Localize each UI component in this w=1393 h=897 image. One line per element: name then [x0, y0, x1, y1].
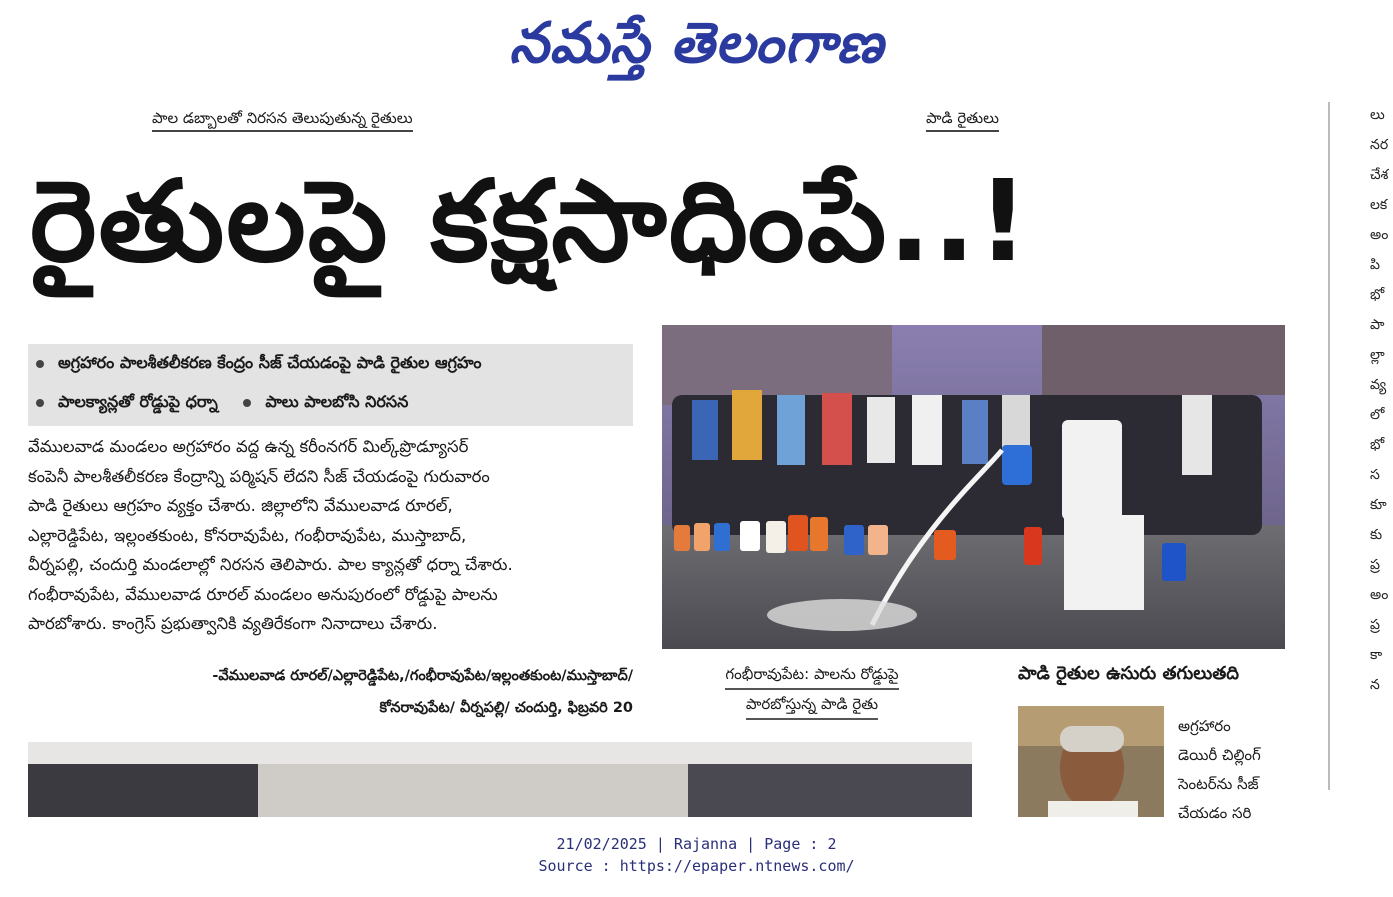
adjacent-column-fragment: భో — [1370, 437, 1385, 453]
footer-source: Source : https://epaper.ntnews.com/ — [538, 857, 855, 875]
protest-photo-illustration — [662, 325, 1285, 649]
footer-date-edition: 21/02/2025 | Rajanna | Page : 2 — [556, 835, 837, 853]
body-line: వీర్నపల్లి, చందుర్తి మండలాల్లో నిరసన తెలిపారు. పాల క్యాన్లతో ధర్నా చేశారు. — [28, 555, 513, 574]
caption-line: పారబోస్తున్న పాడి రైతు — [746, 690, 878, 720]
sidebar-text-line: సెంటర్‌ను సీజ్ — [1178, 775, 1259, 793]
adjacent-column-fragment: కా — [1370, 647, 1383, 663]
adjacent-column-fragment: ప్ర — [1370, 557, 1380, 573]
highlights-box — [28, 344, 633, 426]
body-line: పారబోశారు. కాంగ్రెస్ ప్రభుత్వానికి వ్యతిరేకంగా నినాదాలు చేశారు. — [28, 614, 438, 633]
page-footer — [0, 833, 1393, 877]
body-line: ఎల్లారెడ్డిపేట, ఇల్లంతకుంట, కోనరావుపేట, గంభీరావుపేట, ముస్తాబాద్, — [28, 525, 467, 545]
adjacent-column-fragment: పి — [1370, 257, 1380, 273]
adjacent-column-fragment: న — [1370, 677, 1380, 693]
adjacent-column-fragment: చేశ — [1370, 167, 1389, 183]
bullet-icon — [36, 399, 44, 407]
byline-line: -వేములవాడ రూరల్/ఎల్లారెడ్డిపేట,/గంభీరావుపేట/ఇల్లంతకుంట/ముస్తాబాద్/ — [212, 668, 633, 684]
headline: రైతులపై కక్షసాధింపే..! — [30, 157, 1031, 287]
adjacent-column-fragment: లు — [1370, 107, 1385, 123]
bottom-photo — [28, 742, 972, 817]
body-line: కంపెనీ పాలశీతలీకరణ కేంద్రాన్ని పర్మిషన్ లేదని సీజ్ చేయడంపై గురువారం — [28, 466, 490, 486]
sidebar-text-line: డెయిరీ చిల్లింగ్ — [1178, 746, 1261, 764]
adjacent-column-fragment: అం — [1370, 587, 1389, 603]
adjacent-column-fragment: లక — [1370, 197, 1388, 213]
highlight-item: అగ్రహారం పాలశీతలీకరణ కేంద్రం సీజ్ చేయడంపై పాడి రైతుల ఆగ్రహం — [36, 353, 481, 376]
adjacent-column-fragment: లో — [1370, 407, 1385, 423]
sidebar-text-line: అగ్రహారం — [1178, 717, 1231, 735]
bullet-icon — [243, 399, 251, 407]
caption-line: గంభీరావుపేట: పాలను రోడ్డుపై — [725, 660, 898, 690]
byline-line: కోనరావుపేట/ వీర్నపల్లి/ చందుర్తి, ఫిబ్రవరి 20 — [379, 700, 633, 716]
portrait-illustration — [1018, 706, 1164, 817]
adjacent-column-fragment: ల్లా — [1370, 347, 1385, 363]
kicker-left: పాల డబ్బాలతో నిరసన తెలుపుతున్న రైతులు — [152, 108, 413, 132]
bullet-icon — [36, 360, 44, 368]
adjacent-column-fragment: అం — [1370, 227, 1389, 243]
sidebar-text-line: చేయడం సరి — [1178, 804, 1252, 822]
sidebar-text — [1178, 712, 1261, 828]
adjacent-column-fragment: స — [1370, 467, 1380, 483]
adjacent-column-fragment: కు — [1370, 527, 1383, 543]
adjacent-column-fragment: భో — [1370, 287, 1385, 303]
body-line: వేములవాడ మండలం అగ్రహారం వద్ద ఉన్న కరీంనగర్ మిల్క్‌ప్రొడ్యూసర్ — [28, 437, 469, 456]
body-line: పాడి రైతులు ఆగ్రహం వ్యక్తం చేశారు. జిల్లాలోని వేములవాడ రూరల్, — [28, 496, 453, 515]
body-line: గంభీరావుపేట, వేములవాడ రూరల్ మండలం అనుపురంలో రోడ్డుపై పాలను — [28, 584, 498, 604]
photo-caption — [662, 660, 962, 720]
adjacent-column-fragments — [1370, 100, 1393, 800]
adjacent-column-fragment: నర — [1370, 137, 1389, 153]
adjacent-column-fragment: పా — [1370, 317, 1385, 333]
adjacent-column-fragment: కూ — [1370, 497, 1387, 513]
protest-photo — [662, 325, 1285, 649]
kicker-right: పాడి రైతులు — [926, 108, 999, 132]
bottom-photo-illustration — [28, 742, 972, 817]
column-divider — [1328, 102, 1330, 790]
portrait-photo — [1018, 706, 1164, 817]
adjacent-column-fragment: ప్ర — [1370, 617, 1380, 633]
sidebar-subhead: పాడి రైతుల ఉసురు తగులుతది — [1018, 663, 1239, 684]
highlight-item: పాలక్యాన్లతో రోడ్డుపై ధర్నా పాలు పాలబోసి నిరసన — [36, 392, 408, 415]
masthead-logo: నమస్తే తెలంగాణ — [509, 10, 884, 76]
adjacent-column-fragment: వ్య — [1370, 377, 1387, 393]
article-body — [28, 432, 633, 639]
